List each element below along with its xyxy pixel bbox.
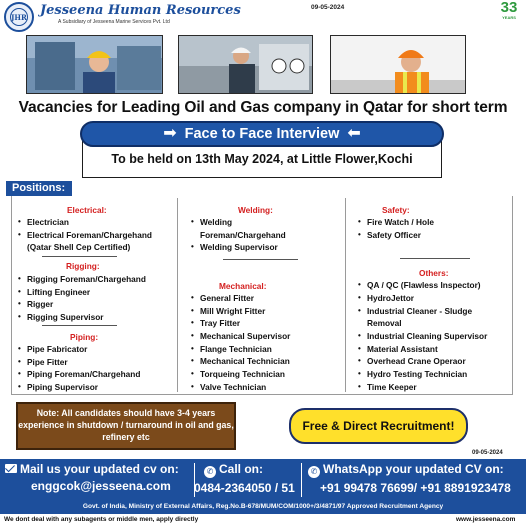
mail-label: Mail us your updated cv on:: [20, 462, 179, 476]
section-title-mechanical: Mechanical:: [219, 281, 267, 291]
list-item: • Rigger: [27, 299, 53, 309]
whatsapp-label: WhatsApp your updated CV on:: [323, 462, 504, 476]
list-item: • Tray Fitter: [200, 318, 240, 328]
list-item: • Industrial Cleaner - Sludge: [367, 306, 472, 316]
section-title-rigging: Rigging:: [66, 261, 100, 271]
call-label: Call on:: [219, 462, 263, 476]
free-recruitment-button[interactable]: Free & Direct Recruitment!: [289, 408, 468, 444]
section-title-electrical: Electrical:: [67, 205, 107, 215]
list-item: • Pipe Fabricator: [27, 344, 87, 354]
list-item: • Fire Watch / Hole: [367, 217, 434, 227]
positions-label: Positions:: [6, 181, 72, 196]
list-item: • Time Keeper: [367, 382, 417, 392]
list-item: • Welding: [200, 217, 232, 227]
company-name: Jesseena Human Resources: [40, 3, 241, 18]
list-item: • Electrician: [27, 217, 69, 227]
arrow-left-icon: ⬅: [347, 125, 361, 142]
section-underline: [223, 259, 298, 260]
photo-worker-orange-helmet: [330, 35, 466, 94]
phone-number-link[interactable]: 0484-2364050 / 51: [194, 481, 295, 495]
interview-banner: [80, 121, 444, 147]
list-item: • Valve Technician: [200, 382, 266, 392]
interview-banner-text: Face to Face Interview: [184, 126, 340, 142]
header-date: 09-05-2024: [311, 4, 345, 11]
list-item: • Piping Foreman/Chargehand: [27, 369, 140, 379]
header: [0, 0, 526, 34]
section-underline: [42, 325, 117, 326]
list-item: • HydroJettor: [367, 293, 414, 303]
list-item: • Electrical Foreman/Chargehand: [27, 230, 152, 240]
experience-note: Note: All candidates should have 3-4 years experience in shutdown / turnaround in oil and gas, refinery etc: [16, 402, 236, 450]
govt-registration: Govt. of India, Ministry of External Affairs, Reg.No.B-678/MUM/COM/1000+/3/4871/97 Approved Recruitment Agency: [82, 503, 444, 510]
list-item: • Torqueing Technician: [200, 369, 285, 379]
list-item: • Overhead Crane Operaor: [367, 356, 466, 366]
list-item: • Mill Wright Fitter: [200, 306, 265, 316]
list-item: • Hydro Testing Technician: [367, 369, 467, 379]
list-item-continued: Removal: [367, 318, 402, 328]
bottom-date: 09-05-2024: [472, 450, 503, 456]
photo-technician-gauges: [178, 35, 313, 94]
mail-icon: [5, 464, 17, 473]
list-item: • Piping Supervisor: [27, 382, 98, 392]
section-title-others: Others:: [419, 268, 449, 278]
anniversary-number: 33: [500, 0, 518, 16]
section-title-piping: Piping:: [70, 332, 99, 342]
list-item: • Safety Officer: [367, 230, 421, 240]
list-item: • Mechanical Technician: [200, 356, 290, 366]
list-item: • Pipe Fitter: [27, 357, 68, 367]
list-item: • Lifting Engineer: [27, 287, 90, 297]
company-subtitle: A Subsidiary of Jesseena Marine Services Pvt. Ltd: [58, 19, 170, 25]
list-item: • Rigging Supervisor: [27, 312, 104, 322]
section-title-safety: Safety:: [382, 205, 410, 215]
phone-icon: ✆: [204, 466, 216, 478]
whatsapp-number-link[interactable]: +91 99478 76699/ +91 8891923478: [320, 481, 511, 495]
list-item: • Material Assistant: [367, 344, 438, 354]
section-underline: [42, 256, 117, 257]
list-item: • General Fitter: [200, 293, 254, 303]
list-item: • QA / QC (Flawless Inspector): [367, 280, 481, 290]
anniversary-label: YEARS: [502, 15, 516, 20]
list-item: • Mechanical Supervisor: [200, 331, 290, 341]
interview-date: To be held on 13th May 2024, at Little Flower,Kochi: [111, 152, 413, 166]
company-logo: [4, 2, 34, 32]
photo-engineer-helmet: [26, 35, 163, 94]
arrow-right-icon: ➡: [163, 125, 177, 142]
whatsapp-icon: ✆: [308, 466, 320, 478]
section-underline: [400, 258, 470, 259]
logo-letters: JHR: [10, 8, 28, 26]
column-divider: [177, 198, 178, 392]
list-item: • Welding Supervisor: [200, 242, 278, 252]
list-item: • Industrial Cleaning Supervisor: [367, 331, 487, 341]
anniversary-badge: [494, 1, 524, 25]
whatsapp-contact: [308, 462, 511, 495]
list-item-continued: Foreman/Chargehand: [200, 230, 286, 240]
disclaimer: We dont deal with any subagents or middle men, apply directly: [4, 516, 199, 523]
vacancy-headline: Vacancies for Leading Oil and Gas company in Qatar for short term: [18, 99, 508, 116]
website-link[interactable]: www.jesseena.com: [456, 516, 516, 523]
mail-contact: [5, 462, 179, 493]
footer-separator: [301, 463, 302, 497]
section-title-welding: Welding:: [238, 205, 273, 215]
list-item: • Flange Technician: [200, 344, 272, 354]
call-contact: [194, 462, 295, 495]
list-item: • Rigging Foreman/Chargehand: [27, 274, 146, 284]
list-item-continued: (Qatar Shell Cep Certified): [27, 242, 131, 252]
column-divider: [345, 198, 346, 392]
mail-address-link[interactable]: enggcok@jesseena.com: [31, 479, 171, 493]
